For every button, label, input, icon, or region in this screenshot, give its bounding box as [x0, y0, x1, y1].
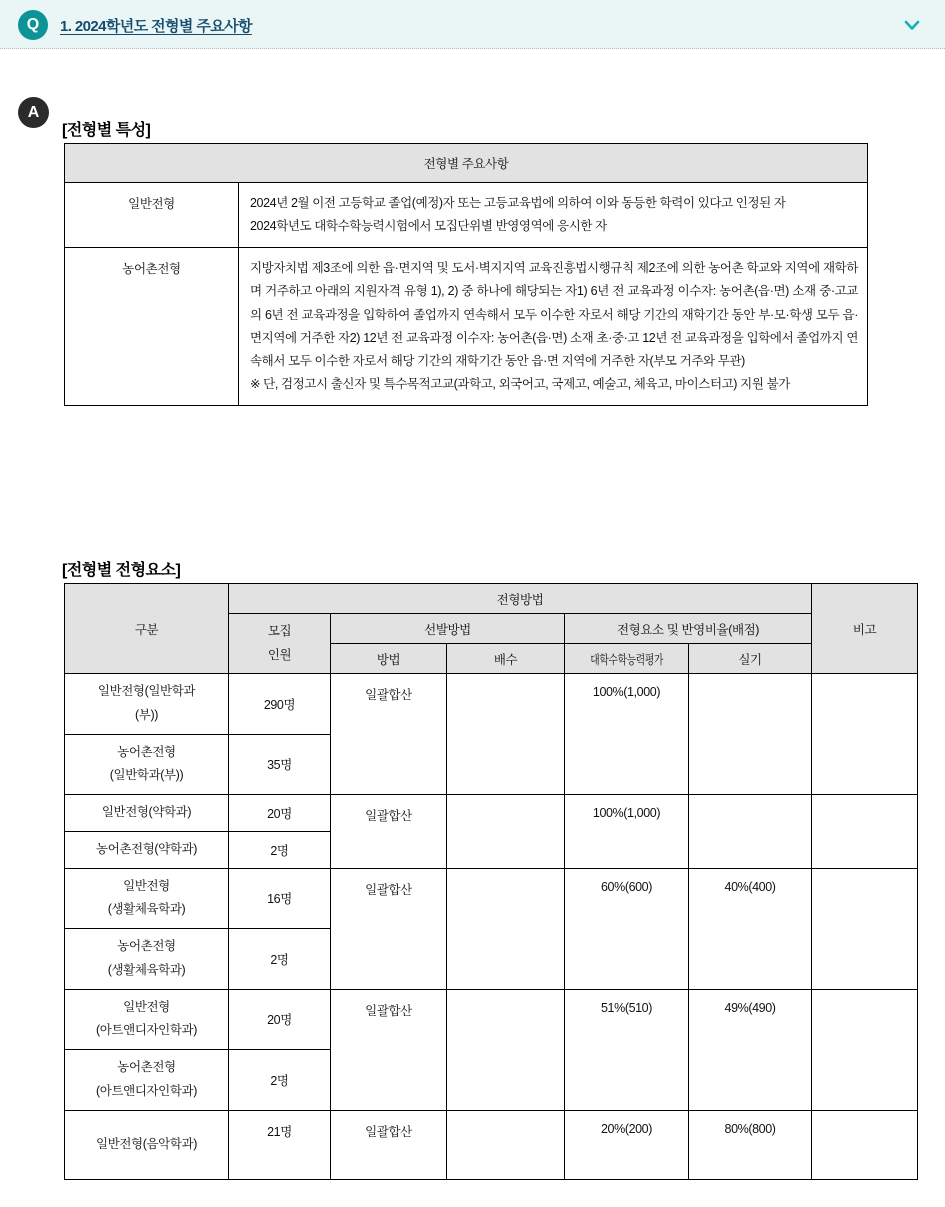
program-label-line1: 농어촌전형(약학과): [96, 841, 197, 856]
col-header-count-line1: 모집: [267, 623, 292, 638]
features-table-title: 전형별 주요사항: [65, 144, 868, 183]
program-label: [65, 734, 229, 795]
selection-multiple: [447, 674, 565, 795]
col-header-practical: 실기: [689, 644, 812, 674]
table-row-header: [65, 144, 868, 183]
program-label: [65, 868, 229, 929]
suneung-ratio: 100%(1,000): [565, 674, 689, 795]
admission-features-table: [64, 143, 868, 406]
program-quota: 16명: [229, 868, 331, 929]
selection-method: 일괄합산: [331, 868, 447, 989]
program-label-line1: 농어촌전형: [117, 939, 176, 953]
program-quota: 20명: [229, 795, 331, 832]
selection-multiple: [447, 868, 565, 989]
suneung-ratio: 100%(1,000): [565, 795, 689, 869]
feature-description-rural: [239, 248, 868, 406]
program-label-line2: (부)): [135, 707, 158, 722]
col-header-selection-group: 선발방법: [331, 614, 565, 644]
faq-question-title[interactable]: 1. 2024학년도 전형별 주요사항: [60, 18, 252, 35]
feature-category-general: 일반전형: [65, 183, 239, 248]
program-quota: 2명: [229, 929, 331, 990]
section-heading-features: [전형별 특성]: [62, 122, 151, 139]
suneung-ratio: 51%(510): [565, 989, 689, 1110]
selection-multiple: [447, 795, 565, 869]
program-label: [65, 989, 229, 1050]
note-cell: [812, 868, 918, 989]
selection-method: 일괄합산: [331, 989, 447, 1110]
chevron-down-icon[interactable]: [901, 14, 923, 36]
program-label: [65, 831, 229, 868]
selection-method: 일괄합산: [331, 795, 447, 869]
table-row: [65, 183, 868, 248]
practical-ratio: [689, 674, 812, 795]
program-label: [65, 1050, 229, 1111]
program-label: [65, 929, 229, 990]
note-cell: [812, 795, 918, 869]
col-header-gubun: 구분: [65, 584, 229, 674]
program-quota: 2명: [229, 1050, 331, 1111]
col-header-ratio-group: 전형요소 및 반영비율(배점): [565, 614, 812, 644]
program-label-line2: (생활체육학과): [107, 962, 186, 977]
feature-paragraph: 2024학년도 대학수학능력시험에서 모집단위별 반영영역에 응시한 자: [250, 219, 607, 234]
feature-paragraph: 지방자치법 제3조에 의한 읍·면지역 및 도서·벽지지역 교육진흥법시행규칙 제2조에 의한 농어촌 학교와 지역에 재학하며 거주하고 아래의 지원자격 유형 1), 2) 중 하나에 해당되는 자1) 6년 전 교육과정 이수자: 농어촌(읍·면) 소재 중·고교의 6년 전 교육과정을 입학하여 졸업까지 연속해서 모두 이수한 자로서 해당 기간의 재학기간 동안 부·모·학생 모두 읍·면지역에 거주한 자2) 12년 전 교육과정 이수자: 농어촌(읍·면) 소재 초·중·고 12년 전 교육과정을 입학에서 졸업까지 연속해서 모두 이수한 자로서 해당 기간의 재학기간 동안 읍·면 지역에 거주한 자(부모 거주와 무관): [250, 261, 858, 368]
program-quota: 20명: [229, 989, 331, 1050]
answer-badge: A: [18, 97, 49, 128]
col-header-suneung-text: 대학수학능력평가: [590, 652, 663, 667]
practical-ratio: 40%(400): [689, 868, 812, 989]
table-row: [65, 248, 868, 406]
col-header-count-line2: 인원: [267, 647, 292, 662]
program-label-line1: 일반전형: [123, 999, 170, 1014]
feature-category-rural: 농어촌전형: [65, 248, 239, 406]
program-label-line1: 일반전형(일반학과: [97, 684, 196, 698]
practical-ratio: 80%(800): [689, 1110, 812, 1179]
question-badge: Q: [18, 10, 48, 40]
table-row: [65, 989, 918, 1050]
program-label: [65, 674, 229, 735]
feature-description-general: [239, 183, 868, 248]
col-header-method-group: 전형방법: [229, 584, 812, 614]
col-header-method: 방법: [331, 644, 447, 674]
col-header-multiple: 배수: [447, 644, 565, 674]
note-cell: [812, 989, 918, 1110]
table-row: [65, 868, 918, 929]
suneung-ratio: 60%(600): [565, 868, 689, 989]
table-row: [65, 795, 918, 832]
selection-method: 일괄합산: [331, 1110, 447, 1179]
col-header-count: [229, 614, 331, 674]
program-label-line2: (아트앤디자인학과): [96, 1083, 197, 1098]
program-label-line1: 일반전형(약학과): [101, 805, 192, 819]
note-cell: [812, 1110, 918, 1179]
selection-method: 일괄합산: [331, 674, 447, 795]
program-label-line1: 농어촌전형: [117, 1060, 176, 1074]
program-label-line2: (아트앤디자인학과): [96, 1023, 197, 1038]
admission-elements-table: [64, 583, 918, 1180]
practical-ratio: [689, 795, 812, 869]
feature-paragraph: 2024년 2월 이전 고등학교 졸업(예정)자 또는 고등교육법에 의하여 이와 동등한 학력이 있다고 인정된 자: [250, 196, 786, 210]
program-label-line1: 일반전형: [123, 878, 170, 893]
selection-multiple: [447, 1110, 565, 1179]
program-quota: 290명: [229, 674, 331, 735]
col-header-note: 비고: [812, 584, 918, 674]
note-cell: [812, 674, 918, 795]
program-quota: 2명: [229, 831, 331, 868]
practical-ratio: 49%(490): [689, 989, 812, 1110]
program-label-line2: (생활체육학과): [107, 902, 186, 917]
faq-question-header[interactable]: [0, 0, 945, 49]
selection-multiple: [447, 989, 565, 1110]
program-label-line1: 일반전형(음악학과): [96, 1136, 197, 1151]
program-quota: 35명: [229, 734, 331, 795]
table-row: [65, 674, 918, 735]
table-row: [65, 1110, 918, 1179]
program-label-line1: 농어촌전형: [117, 744, 176, 759]
suneung-ratio: 20%(200): [565, 1110, 689, 1179]
col-header-suneung: [565, 644, 689, 674]
program-label-line2: (일반학과(부)): [109, 768, 184, 783]
feature-paragraph: ※ 단, 검정고시 출신자 및 특수목적고교(과학고, 외국어고, 국제고, 예술고, 체육고, 마이스터고) 지원 불가: [250, 376, 790, 391]
program-label: [65, 795, 229, 832]
program-quota: 21명: [229, 1110, 331, 1179]
program-label: [65, 1110, 229, 1179]
section-heading-elements: [전형별 전형요소]: [62, 562, 181, 579]
table-header-row-1: [65, 584, 918, 614]
